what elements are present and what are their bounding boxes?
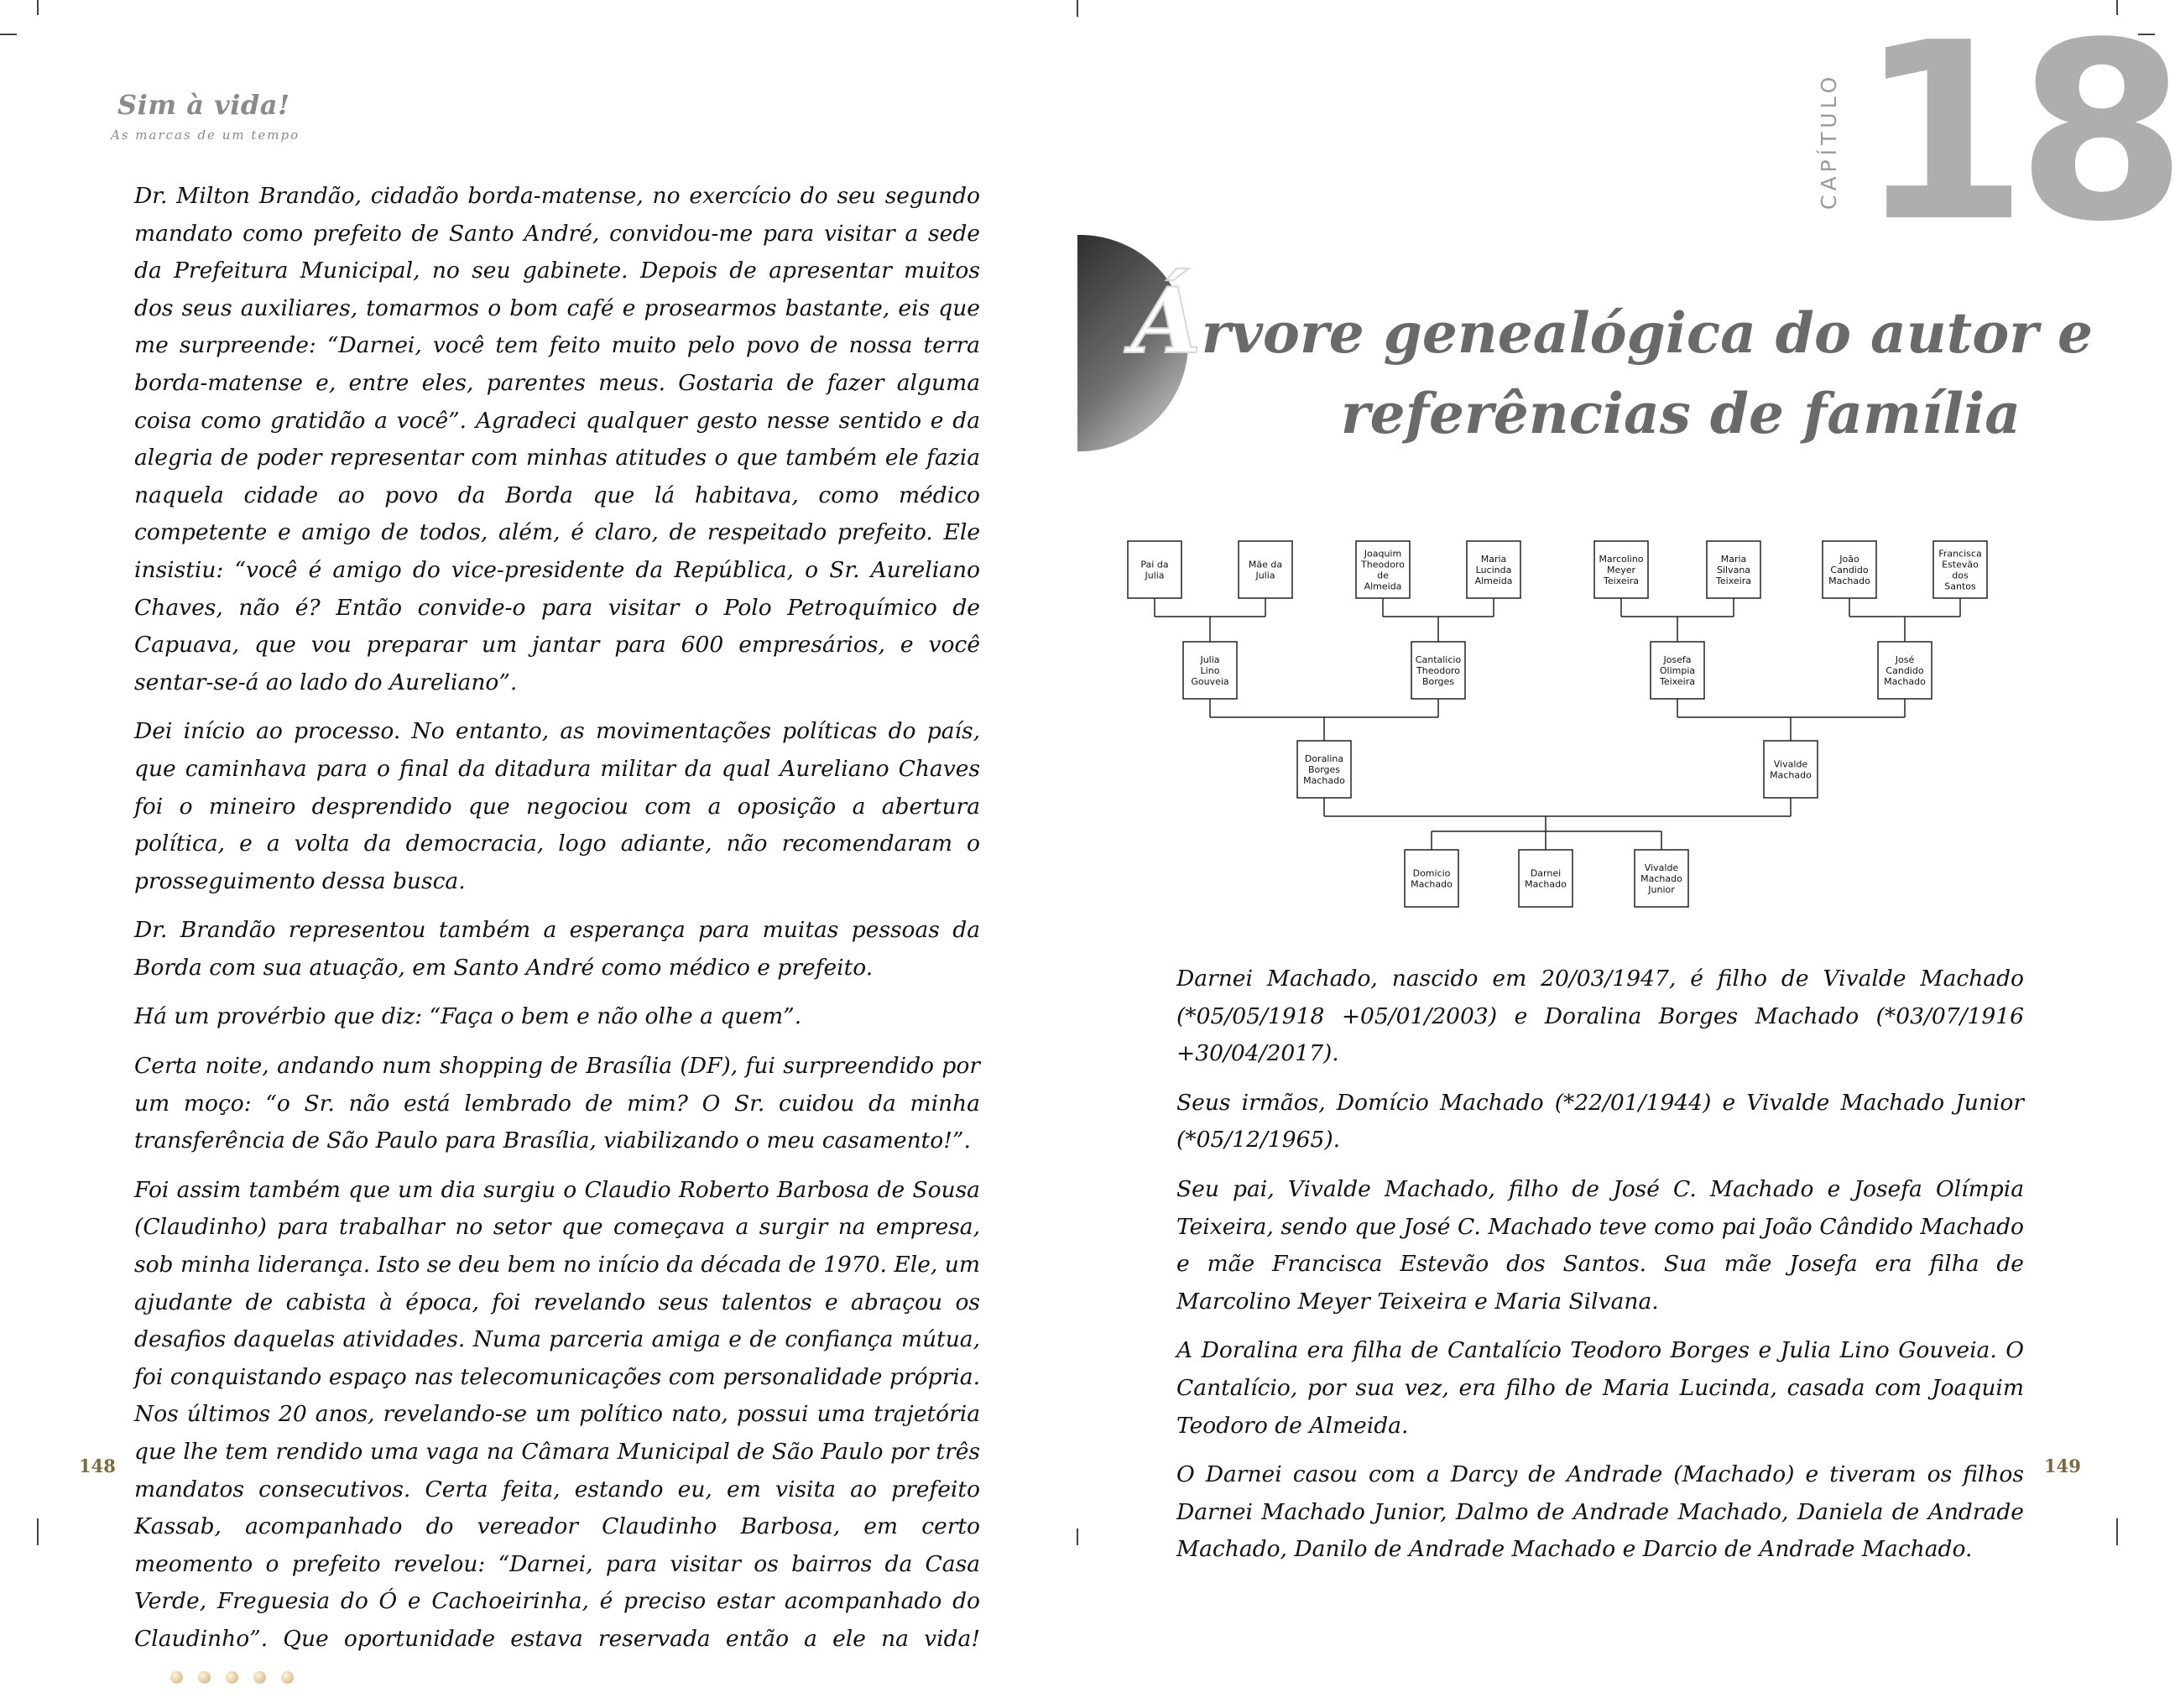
paragraph-text: Foi assim também que um dia surgiu o Claudio Roberto Barbosa de Sousa (Claudinho) para trabalhar no setor que começava a surgir na empresa, sob minha liderança. Isto se deu bem no início da década de 1970. Ele, um ajudante de cabista à época, foi revelando seus talentos e abraçou os desafios daquelas atividades. Numa parceria amiga e de confiança mútua, foi conquistando espaço nas telecomunicações com personalidade própria. Nos últimos 20 anos, revelando-se um político nato, possui uma trajetória que lhe tem rendido uma vaga na Câmara Municipal de São Paulo por três mandatos consecutivos. Certa feita, estando eu, em visita ao prefeito Kassab, acompanhado do vereador Claudinho Barbosa, em certo meomento o prefeito revelou: “Darnei, para visitar os bairros da Casa Verde, Freguesia do Ó e Cachoeirinha, é preciso estar acompanhado do Claudinho”. Que oportunidade estava reservada então a ele na vida! xyxy=(134,1176,980,1652)
paragraph: Seu pai, Vivalde Machado, filho de José C. Machado e Josefa Olímpia Teixeira, sendo que José C. Machado teve como pai João Cândido Machado e mãe Francisca Estevão dos Santos. Sua mãe Josefa era filha de Marcolino Meyer Teixeira e Maria Silvana. xyxy=(1176,1175,2024,1315)
tree-person-name: Julia xyxy=(1145,570,1165,581)
tree-person-name: Machado xyxy=(1828,575,1870,586)
tree-person-name: Almeida xyxy=(1364,581,1402,592)
tree-person-name: Francisca xyxy=(1938,548,1982,560)
tree-person-name: Teixeira xyxy=(1660,676,1695,687)
tree-person-name: Machado xyxy=(1884,676,1926,687)
tree-person-name: Vivalde xyxy=(1644,862,1679,873)
tree-person-name: Machado xyxy=(1525,878,1567,890)
tree-person-name: dos xyxy=(1952,570,1969,581)
paragraph: O Darnei casou com a Darcy de Andrade (Machado) e tiveram os filhos Darnei Machado Junior, Dalmo de Andrade Machado, Daniela de Andrade Machado, Danilo de Andrade Machado e Darcio de Andrade Machado. xyxy=(1176,1461,2024,1563)
tree-person-name: Julia xyxy=(1200,654,1220,665)
tree-person-name: Theodoro xyxy=(1416,665,1460,676)
title-drop-cap: Á xyxy=(1131,268,1202,374)
tree-person-box xyxy=(1297,741,1351,798)
tree-person-name: Borges xyxy=(1421,676,1455,687)
tree-person-name: Junior xyxy=(1648,884,1675,895)
tree-person-name: Machado xyxy=(1770,769,1812,781)
left-body-text xyxy=(134,178,980,1708)
page-number-left: 148 xyxy=(79,1455,116,1476)
tree-person-box xyxy=(1128,541,1181,598)
tree-person-box xyxy=(1635,850,1688,907)
tree-person-name: Silvana xyxy=(1716,565,1751,575)
paragraph: Darnei Machado, nascido em 20/03/1947, é filho de Vivalde Machado (*05/05/1918 +05/01/2003) e Doralina Borges Machado (*03/07/1916 +30/04/2017). xyxy=(1176,966,2024,1067)
tree-person-box xyxy=(1183,642,1237,699)
tree-person-box xyxy=(1933,541,1987,598)
tree-person-name: Lino xyxy=(1200,665,1220,676)
tree-person-name: Estevão xyxy=(1942,559,1979,570)
tree-person-name: Almeida xyxy=(1474,575,1513,586)
tree-person-name: Borges xyxy=(1307,764,1341,775)
tree-connectors xyxy=(1155,598,1960,850)
paragraph-last xyxy=(134,1172,980,1696)
paragraph: Dei início ao processo. No entanto, as movimentações políticas do país, que caminhava para o final da ditadura militar da qual Aureliano Chaves foi o mineiro desprendido que negociou com a oposição a abertura política, e a volta da democracia, logo adiante, não recomendaram o prosseguimento dessa busca. xyxy=(134,718,980,894)
tree-person-name: Mãe da xyxy=(1248,559,1283,570)
tree-person-name: Cantalicio xyxy=(1415,654,1462,665)
right-page xyxy=(1077,0,2175,1563)
running-header-subtitle: As marcas de um tempo xyxy=(111,128,300,143)
end-ornament-dots xyxy=(163,1659,301,1696)
chapter-label: CAPÍTULO xyxy=(1817,72,1841,210)
tree-person-name: Machado xyxy=(1411,878,1453,890)
tree-person-name: Candido xyxy=(1830,565,1869,575)
tree-person-box xyxy=(1764,741,1818,798)
tree-person-name: Maria xyxy=(1720,554,1747,565)
right-body-text xyxy=(1176,961,2024,1580)
tree-person-box xyxy=(1878,642,1932,699)
tree-person-name: Teixeira xyxy=(1604,575,1639,586)
tree-person-name: de xyxy=(1377,570,1389,581)
chapter-title-line-2: referências de família xyxy=(1340,381,2021,446)
tree-person-name: Teixeira xyxy=(1716,575,1751,586)
tree-person-box xyxy=(1651,642,1704,699)
tree-person-name: Olimpia xyxy=(1659,665,1696,676)
tree-person-name: João xyxy=(1839,554,1859,565)
tree-person-name: Candido xyxy=(1886,665,1924,676)
tree-person-box xyxy=(1239,541,1292,598)
tree-person-box xyxy=(1823,541,1876,598)
tree-person-name: Josefa xyxy=(1663,654,1692,665)
paragraph: Dr. Milton Brandão, cidadão borda-matense, no exercício do seu segundo mandato como prefeito de Santo André, convidou-me para visitar a sede da Prefeitura Municipal, no seu gabinete. Depois de apresentar muitos dos seus auxiliares, tomarmos o bom café e prosearmos bastante, eis que me surpreende: “Darnei, você tem feito muito pelo povo de nossa terra borda-matense e, entre eles, parentes meus. Gostaria de fazer alguma coisa como gratidão a você”. Agradeci qualquer gesto nesse sentido e da alegria de poder representar com minhas atitudes o que também ele fazia naquela cidade ao povo da Borda que lá habitava, como médico competente e amigo de todos, além, é claro, de respeitado prefeito. Ele insistiu: “você é amigo do vice-presidente da República, o Sr. Aureliano Chaves, não é? Então convide-o para visitar o Polo Petroquímico de Capuava, que vou preparar um jantar para 600 empresários, e você sentar-se-á ao lado do Aureliano”. xyxy=(134,183,980,695)
family-tree-diagram xyxy=(1140,533,2000,927)
tree-person-name: Vivalde xyxy=(1773,758,1808,770)
tree-person-name: Gouveia xyxy=(1191,676,1229,687)
tree-person-name: Joaquim xyxy=(1364,548,1402,560)
tree-person-name: Meyer xyxy=(1606,565,1636,575)
tree-person-name: Theodoro xyxy=(1361,559,1405,570)
tree-person-name: Maria xyxy=(1480,554,1507,565)
tree-person-name: Domicio xyxy=(1412,867,1451,879)
tree-person-box xyxy=(1405,850,1458,907)
paragraph: A Doralina era filha de Cantalício Teodoro Borges e Julia Lino Gouveia. O Cantalício, por sua vez, era filho de Maria Lucinda, casada com Joaquim Teodoro de Almeida. xyxy=(1176,1337,2024,1439)
paragraph: Seus irmãos, Domício Machado (*22/01/1944) e Vivalde Machado Junior (*05/12/1965). xyxy=(1176,1089,2024,1153)
tree-person-name: Doralina xyxy=(1304,753,1344,764)
paragraph: Dr. Brandão representou também a esperança para muitas pessoas da Borda com sua atuação, em Santo André como médico e prefeito. xyxy=(134,917,980,981)
tree-person-name: Machado xyxy=(1303,775,1345,786)
tree-person-name: Pai da xyxy=(1140,559,1169,570)
tree-person-box xyxy=(1467,541,1520,598)
tree-person-box xyxy=(1411,642,1465,699)
tree-person-box xyxy=(1356,541,1410,598)
tree-person-name: Machado xyxy=(1640,873,1682,884)
tree-person-name: Darnei xyxy=(1530,867,1562,879)
paragraph: Há um provérbio que diz: “Faça o bem e não olhe a quem”. xyxy=(134,1003,802,1030)
tree-person-box xyxy=(1594,541,1648,598)
chapter-number: 18 xyxy=(1858,0,2175,275)
tree-boxes xyxy=(1128,541,1987,907)
tree-person-name: José xyxy=(1895,654,1915,665)
tree-person-name: Marcolino xyxy=(1599,554,1644,565)
title-line-1-text: rvore genealógica do autor e xyxy=(1201,300,2093,366)
tree-person-name: Santos xyxy=(1944,581,1976,592)
running-header-title: Sim à vida! xyxy=(117,89,290,121)
tree-person-box xyxy=(1519,850,1573,907)
left-page xyxy=(0,0,1077,1652)
tree-person-name: Lucinda xyxy=(1475,565,1512,575)
paragraph: Certa noite, andando num shopping de Brasília (DF), fui surpreendido por um moço: “o Sr. não está lembrado de mim? O Sr. cuidou da minha transferência de São Paulo para Brasília, viabilizando o meu casamento!”. xyxy=(134,1053,980,1154)
tree-person-box xyxy=(1707,541,1760,598)
page-number-right: 149 xyxy=(2044,1455,2081,1476)
chapter-title-line-1 xyxy=(1131,268,2093,374)
tree-person-name: Julia xyxy=(1255,570,1275,581)
